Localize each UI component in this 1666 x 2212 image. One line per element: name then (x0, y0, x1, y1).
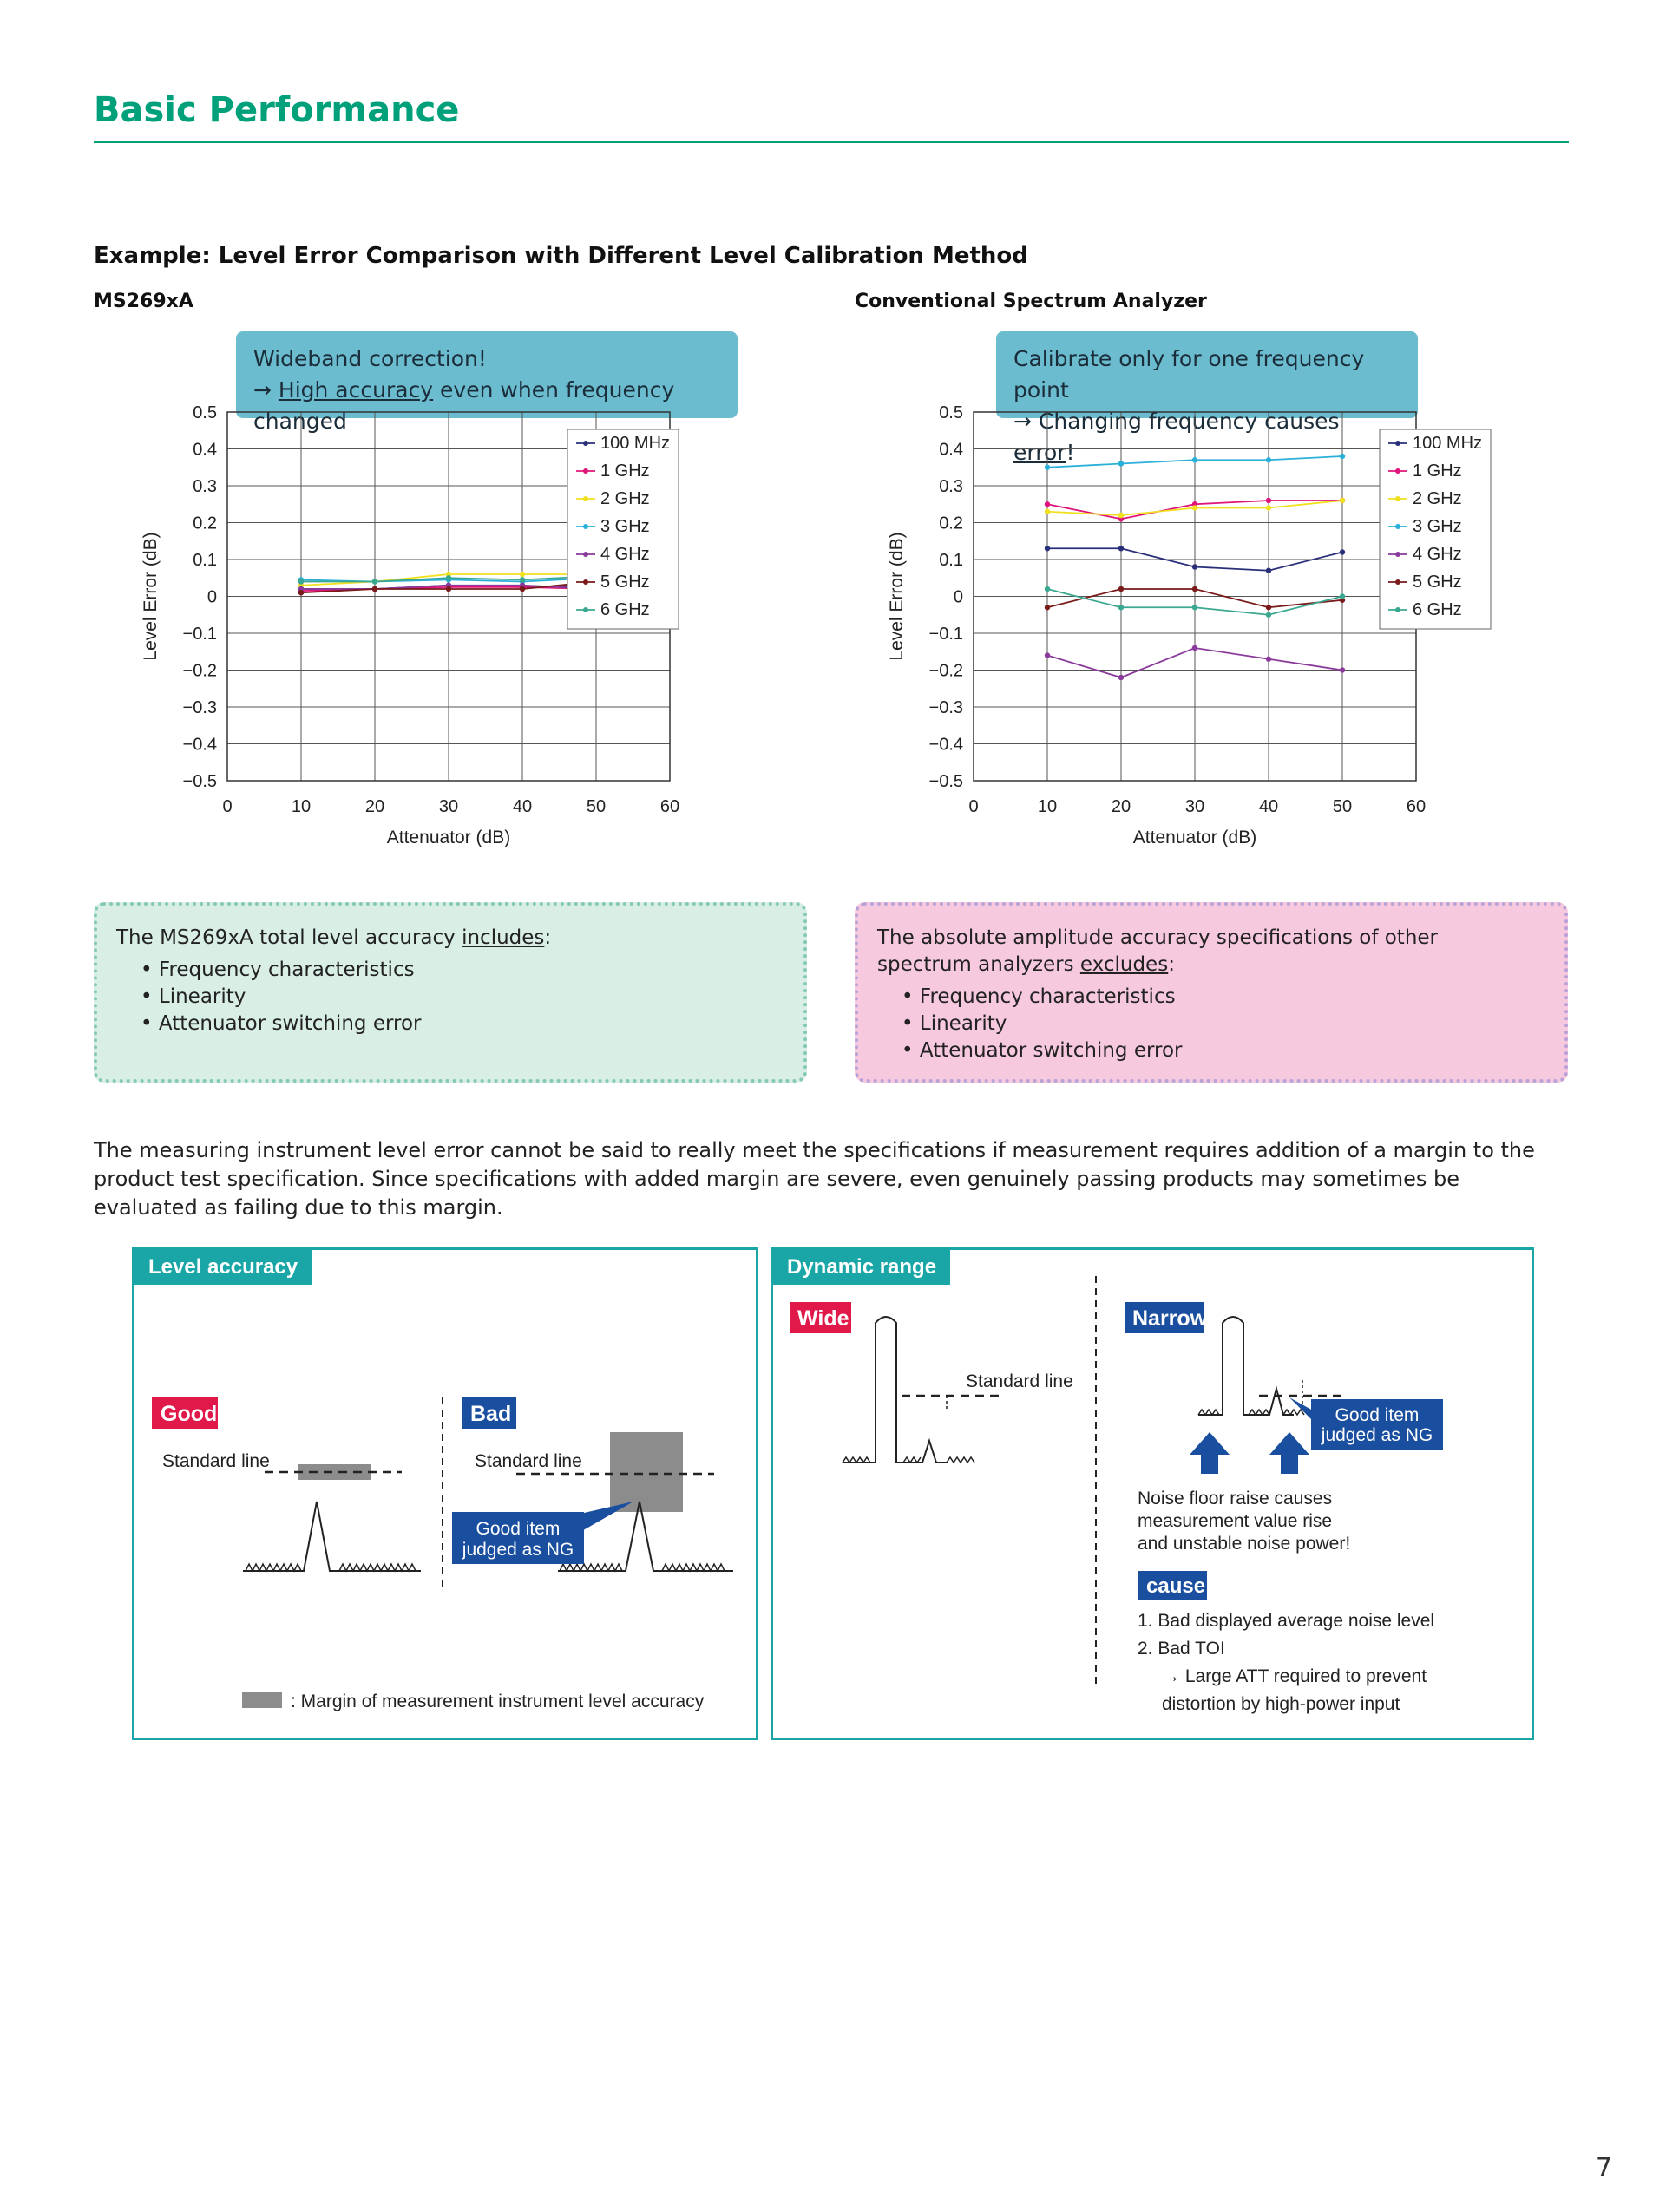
data-point (1118, 546, 1124, 551)
y-tick-label: 0.3 (193, 477, 217, 496)
data-point (1118, 675, 1124, 680)
data-point (372, 579, 377, 584)
legend-swatch-marker (583, 468, 588, 474)
right-chart-label: Conventional Spectrum Analyzer (855, 291, 1207, 312)
y-tick-label: −0.4 (182, 735, 217, 755)
noise-text-3: and unstable noise power! (1138, 1534, 1351, 1554)
left-callout-emph: High accuracy (278, 377, 434, 402)
y-tick-label: 0.4 (193, 440, 217, 460)
legend-entry: 2 GHz (1413, 489, 1462, 508)
dynamic-range-tab: Dynamic range (773, 1250, 950, 1285)
data-point (1118, 461, 1124, 466)
data-point (1266, 498, 1271, 503)
noise-rise-arrow-1 (1190, 1432, 1230, 1474)
data-point (1192, 645, 1197, 651)
x-tick-label: 40 (1258, 797, 1279, 816)
y-tick-label: 0.5 (193, 403, 217, 422)
section-title: Example: Level Error Comparison with Different Level Calibration Method (94, 243, 1028, 269)
cause-item-4: distortion by high-power input (1162, 1694, 1400, 1714)
right-chart (876, 403, 1501, 875)
left-chart-label: MS269xA (94, 291, 193, 312)
legend-entry: 3 GHz (1413, 517, 1462, 536)
data-point (1045, 509, 1050, 514)
x-tick-label: 60 (659, 797, 680, 816)
right-note-colon: : (1168, 953, 1175, 976)
x-tick-label: 30 (438, 797, 459, 816)
wide-small-signal (903, 1441, 947, 1463)
cause-item-1: 1. Bad displayed average noise level (1138, 1611, 1435, 1631)
narrow-label: Narrow (1132, 1306, 1208, 1331)
y-tick-label: −0.1 (928, 625, 963, 644)
x-tick-label: 0 (968, 797, 979, 816)
right-note-emph: excludes (1079, 953, 1169, 976)
list-item: • Frequency characteristics (141, 957, 784, 984)
data-point (1192, 605, 1197, 610)
level-accuracy-panel (132, 1247, 758, 1740)
legend-swatch-marker (1395, 607, 1400, 612)
list-item: • Linearity (141, 984, 784, 1011)
y-tick-label: 0.4 (939, 440, 963, 460)
data-point (1045, 586, 1050, 592)
y-tick-label: 0.5 (939, 403, 963, 422)
data-point (1192, 564, 1197, 569)
standard-line-good-label: Standard line (162, 1451, 270, 1471)
data-point (1045, 501, 1050, 507)
legend-swatch-marker (1395, 496, 1400, 501)
right-callout-line1: Calibrate only for one frequency point (1013, 346, 1365, 402)
legend-swatch-marker (1395, 552, 1400, 557)
page-number: 7 (1595, 2153, 1612, 2183)
left-callout-rest: even when frequency changed (253, 377, 675, 434)
wide-standard-line-label: Standard line (966, 1371, 1073, 1391)
legend-entry: 3 GHz (600, 517, 650, 536)
data-point (1340, 454, 1345, 459)
margin-box-bad (610, 1432, 683, 1512)
list-item: • Linearity (902, 1011, 1545, 1037)
x-tick-label: 50 (586, 797, 607, 816)
legend-entry: 4 GHz (600, 545, 650, 564)
bad-noise-left (560, 1564, 622, 1571)
ng-badge-narrow-line2: judged as NG (1321, 1425, 1433, 1445)
data-point (1045, 652, 1050, 658)
data-point (520, 586, 525, 592)
bad-label: Bad (470, 1402, 512, 1426)
narrow-main-signal (1198, 1317, 1249, 1415)
y-tick-label: −0.2 (182, 661, 217, 681)
legend-entry: 100 MHz (600, 434, 671, 453)
data-point (1192, 586, 1197, 592)
ng-badge-bad-line2: judged as NG (462, 1540, 574, 1560)
y-tick-label: −0.3 (182, 698, 217, 717)
right-note-box (855, 902, 1568, 1083)
left-note-intro-text: The MS269xA total level accuracy (116, 926, 462, 949)
data-point (446, 586, 451, 592)
data-point (1192, 457, 1197, 462)
wide-main-signal (843, 1317, 903, 1463)
x-tick-label: 40 (512, 797, 533, 816)
legend-entry: 2 GHz (600, 489, 650, 508)
dynamic-range-panel (771, 1247, 1534, 1740)
legend-entry: 5 GHz (600, 573, 650, 592)
title-rule (94, 141, 1569, 143)
right-note-list (902, 984, 1545, 1064)
data-point (1045, 605, 1050, 610)
legend-swatch-marker (583, 579, 588, 585)
x-axis-label: Attenuator (dB) (386, 828, 511, 847)
x-tick-label: 20 (1111, 797, 1131, 816)
y-tick-label: 0.2 (939, 514, 963, 533)
data-point (1340, 498, 1345, 503)
y-tick-label: 0.3 (939, 477, 963, 496)
legend-entry: 5 GHz (1413, 573, 1462, 592)
left-note-colon: : (544, 926, 552, 949)
data-point (446, 575, 451, 580)
legend-swatch-marker (583, 607, 588, 612)
legend-swatch-marker (583, 552, 588, 557)
legend-entry: 1 GHz (600, 461, 650, 481)
margin-legend-swatch (242, 1692, 282, 1708)
right-callout-end: ! (1066, 440, 1075, 465)
data-point (1118, 605, 1124, 610)
good-signal-trace (243, 1502, 421, 1571)
data-point (1266, 605, 1271, 610)
x-tick-label: 30 (1184, 797, 1205, 816)
dynamic-range-diagram (773, 1250, 1532, 1738)
page-title: Basic Performance (94, 90, 460, 130)
data-point (1340, 549, 1345, 554)
cause-item-2: 2. Bad TOI (1138, 1639, 1225, 1659)
good-noise-left (246, 1564, 301, 1571)
data-point (1045, 465, 1050, 470)
left-note-box (94, 902, 807, 1083)
data-point (520, 577, 525, 582)
data-point (1266, 612, 1271, 618)
x-tick-label: 60 (1406, 797, 1427, 816)
left-note-list (141, 957, 784, 1037)
data-point (372, 586, 377, 592)
y-tick-label: 0.2 (193, 514, 217, 533)
level-accuracy-diagram (134, 1250, 756, 1738)
right-chart-svg (876, 403, 1501, 872)
left-note-intro (116, 925, 784, 952)
legend-entry: 4 GHz (1413, 545, 1462, 564)
legend-swatch-marker (1395, 524, 1400, 529)
legend-entry: 100 MHz (1413, 434, 1483, 453)
right-callout-emph: error (1013, 440, 1066, 465)
y-tick-label: −0.5 (928, 772, 963, 791)
left-chart (130, 403, 755, 875)
y-tick-label: −0.2 (928, 661, 963, 681)
legend-swatch-marker (1395, 468, 1400, 474)
noise-text-2: measurement value rise (1138, 1511, 1333, 1531)
cause-item-3: → Large ATT required to prevent (1162, 1666, 1427, 1686)
data-point (1192, 505, 1197, 510)
right-note-line2 (877, 952, 1545, 978)
legend-entry: 6 GHz (600, 600, 650, 619)
list-item: • Frequency characteristics (902, 984, 1545, 1011)
wide-label: Wide (797, 1306, 849, 1331)
ng-badge-narrow-line1: Good item (1335, 1405, 1420, 1425)
level-accuracy-tab: Level accuracy (134, 1250, 312, 1285)
left-callout-arrow: → (253, 377, 279, 402)
y-tick-label: −0.3 (928, 698, 963, 717)
x-tick-label: 20 (364, 797, 385, 816)
left-note-emph: includes (462, 926, 545, 949)
data-point (520, 572, 525, 577)
good-noise-right (339, 1564, 416, 1571)
y-tick-label: −0.5 (182, 772, 217, 791)
data-point (1340, 667, 1345, 672)
x-axis-label: Attenuator (dB) (1132, 828, 1257, 847)
y-tick-label: 0.1 (939, 551, 963, 570)
legend-entry: 6 GHz (1413, 600, 1462, 619)
data-point (298, 590, 304, 595)
left-callout-line1: Wideband correction! (253, 346, 487, 371)
x-tick-label: 50 (1332, 797, 1353, 816)
list-item: • Attenuator switching error (141, 1011, 784, 1037)
data-point (1045, 546, 1050, 551)
y-tick-label: −0.4 (928, 735, 963, 755)
legend-swatch-marker (583, 441, 588, 446)
legend-swatch-marker (583, 524, 588, 529)
list-item: • Attenuator switching error (902, 1037, 1545, 1064)
legend-swatch-marker (583, 496, 588, 501)
x-tick-label: 0 (222, 797, 233, 816)
data-point (1118, 513, 1124, 518)
legend-entry: 1 GHz (1413, 461, 1462, 481)
right-note-line2-text: spectrum analyzers (877, 953, 1080, 976)
y-axis-label: Level Error (dB) (887, 532, 907, 661)
good-label: Good (161, 1402, 218, 1426)
left-chart-svg (130, 403, 755, 872)
y-tick-label: 0.1 (193, 551, 217, 570)
y-tick-label: −0.1 (182, 625, 217, 644)
legend-swatch-marker (1395, 441, 1400, 446)
y-tick-label: 0 (953, 587, 963, 607)
right-callout-arrow: → Changing frequency causes (1013, 409, 1340, 434)
data-point (298, 579, 304, 584)
bad-noise-right (662, 1564, 725, 1571)
x-tick-label: 10 (291, 797, 312, 816)
noise-text-1: Noise floor raise causes (1138, 1489, 1333, 1508)
ng-badge-bad-line1: Good item (476, 1519, 561, 1539)
wide-noise-right (947, 1457, 974, 1463)
data-point (1118, 586, 1124, 592)
data-point (1266, 568, 1271, 573)
data-point (1266, 657, 1271, 662)
cause-label: cause (1146, 1574, 1206, 1598)
y-axis-label: Level Error (dB) (141, 532, 161, 661)
body-paragraph: The measuring instrument level error cannot be said to really meet the specifications if measurement requires addition of a margin to the product test specification. Since specifications with added margin are severe, even genuinely passing products may sometimes be evaluated as failing due to this margin. (94, 1138, 1535, 1220)
data-point (1266, 457, 1271, 462)
data-point (1266, 505, 1271, 510)
noise-rise-arrow-2 (1269, 1432, 1309, 1474)
margin-legend-text: : Margin of measurement instrument level accuracy (291, 1692, 705, 1711)
data-point (1340, 593, 1345, 599)
standard-line-bad-label: Standard line (475, 1451, 582, 1471)
legend-swatch-marker (1395, 579, 1400, 585)
right-note-intro: The absolute amplitude accuracy specifications of other (877, 926, 1438, 949)
x-tick-label: 10 (1037, 797, 1058, 816)
y-tick-label: 0 (207, 587, 217, 607)
